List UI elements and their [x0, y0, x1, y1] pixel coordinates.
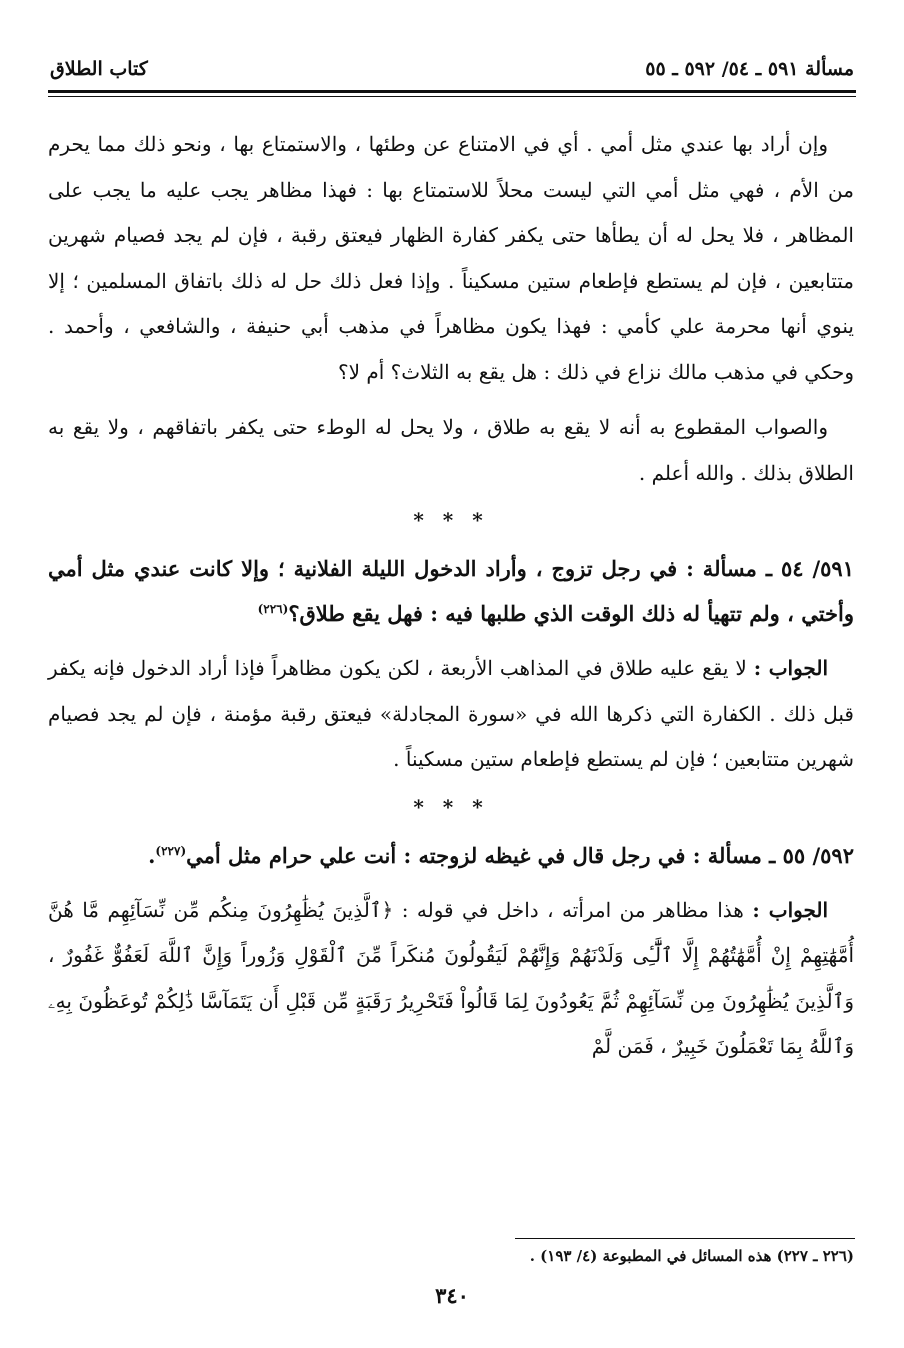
issue-592-answer-intro: هذا مظاهر من امرأته ، داخل في قوله :	[401, 897, 744, 922]
footnote: (٢٢٦ ـ ٢٢٧) هذه المسائل في المطبوعة (٤/ ١٩٣) .	[529, 1247, 854, 1265]
footnote-ref-226: (٢٢٦)	[257, 602, 289, 616]
header-rule	[48, 90, 856, 93]
issue-592-question: في رجل قال في غيظه لزوجته : أنت علي حرام مثل أمي	[186, 842, 686, 868]
issue-592-answer	[48, 888, 854, 1070]
section-separator: * * *	[413, 508, 489, 532]
issue-591-answer-text: لا يقع عليه طلاق في المذاهب الأربعة ، لكن يكون مظاهراً فإذا أراد الدخول فإنه يكفر قبل ذلك . الكفارة التي ذكرها الله في «سورة المجادلة» فيعتق رقبة مؤمنة ، فإن لم يجد فصيام شهرين متتابعين ؛ فإن لم يستطع فإطعام ستين مسكيناً .	[48, 656, 854, 771]
quran-quote: ﴿ٱلَّذِينَ يُظَٰهِرُونَ مِنكُم مِّن نِّسَآئِهِم مَّا هُنَّ أُمَّهَٰتِهِمْ إِنْ أُمَّهَٰتُهُمْ إِلَّا ٱلَّٰٓـِٔى وَلَدْنَهُمْ وَإِنَّهُمْ لَيَقُولُونَ مُنكَراً مِّنَ ٱلْقَوْلِ وَزُوراً وَإِنَّ ٱللَّهَ لَعَفُوٌّ غَفُورٌ ، وَٱلَّذِينَ يُظَٰهِرُونَ مِن نِّسَآئِهِمْ ثُمَّ يَعُودُونَ لِمَا قَالُواْ فَتَحْرِيرُ رَقَبَةٍ مِّن قَبْلِ أَن يَتَمَآسَّا ذَٰلِكُمْ تُوعَظُونَ بِهِۦ وَٱللَّهُ بِمَا تَعْمَلُونَ خَبِيرٌ ، فَمَن لَّمْ	[48, 897, 854, 1058]
answer-label: الجواب :	[753, 656, 828, 680]
book-title: كتاب الطلاق	[50, 58, 148, 80]
issue-592-number: ٥٩٢/ ٥٥ ـ مسألة :	[692, 842, 854, 868]
running-header	[50, 52, 854, 86]
footnote-rule	[515, 1238, 855, 1239]
issue-591-answer	[48, 646, 854, 783]
intro-paragraph-2: والصواب المقطوع به أنه لا يقع به طلاق ، ولا يحل له الوطء حتى يكفر باتفاقهم ، ولا يقع به الطلاق بذلك . والله أعلم .	[48, 415, 854, 485]
body-text	[48, 122, 854, 1070]
intro-paragraph-1: وإن أراد بها عندي مثل أمي . أي في الامتناع عن وطئها ، والاستمتاع بها ، ونحو ذلك مما يحرم من الأم ، فهي مثل أمي التي ليست محلاً للاستمتاع بها : فهذا مظاهر يجب عليه ما يجب على المظاهر ، فلا يحل له أن يطأها حتى يكفر كفارة الظهار فيعتق رقبة ، فإن لم يجد فصيام شهرين متتابعين ، فإن لم يستطع فإطعام ستين مسكيناً . وإذا فعل ذلك حل له ذلك باتفاق المسلمين ؛ إلا ينوي أنها محرمة علي كأمي : فهذا يكون مظاهراً في مذهب أبي حنيفة ، والشافعي ، وأحمد . وحكي في مذهب مالك نزاع في ذلك : هل يقع به الثلاث؟ أم لا؟	[48, 132, 854, 384]
issue-591-number: ٥٩١/ ٥٤ ـ مسألة :	[686, 556, 854, 581]
footnote-ref-227: (٢٢٧)	[155, 843, 187, 858]
header-rule-thin	[48, 96, 856, 97]
page-number: ٣٤٠	[435, 1283, 469, 1308]
issue-591-question: في رجل تزوج ، وأراد الدخول الليلة الفلانية ؛ وإلا كانت عندي مثل أمي وأختي ، ولم تتهيأ له ذلك الوقت الذي طلبها فيه : فهل يقع طلاق؟	[48, 556, 854, 626]
section-separator-2: * * *	[413, 794, 489, 819]
issue-592-heading: ٥٩٢/ ٥٥ ـ مسألة : في رجل قال في غيظه لزوجته : أنت علي حرام مثل أمي$^{(٢٢٧)}$.	[148, 842, 854, 868]
issue-591-heading	[48, 546, 854, 636]
answer-label-2: الجواب :	[752, 897, 829, 922]
issue-reference: مسألة ٥٩١ ـ ٥٤/ ٥٩٢ ـ ٥٥	[645, 58, 854, 80]
